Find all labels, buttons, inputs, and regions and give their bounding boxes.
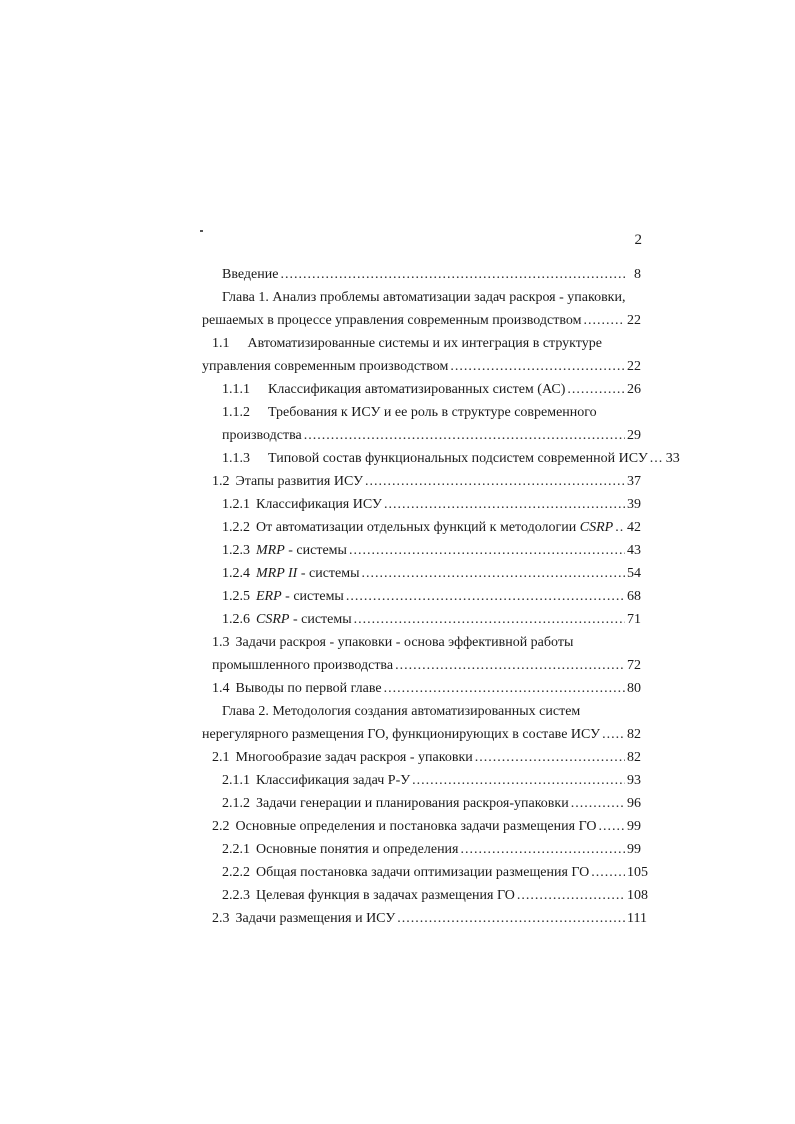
toc-row: [0, 862, 795, 884]
toc-row: [0, 747, 795, 769]
toc-number: 1.4: [212, 681, 230, 696]
toc-leader: [346, 586, 625, 608]
toc-label: Классификация задач Р-У: [256, 773, 411, 788]
toc-page: 71: [627, 612, 641, 627]
page-number: 2: [634, 232, 642, 248]
toc-leader: [591, 862, 625, 884]
toc-row: [0, 356, 795, 378]
toc-label: - системы: [285, 589, 344, 604]
toc-page: 43: [627, 543, 641, 558]
toc-label: промышленного производства: [212, 658, 394, 673]
toc-page: 108: [627, 888, 648, 903]
toc-leader: [567, 379, 625, 401]
toc-label: Типовой состав функциональных подсистем современной ИСУ: [268, 451, 648, 466]
toc-leader: [365, 471, 625, 493]
toc-page: 111: [627, 911, 647, 926]
toc-label: Основные понятия и определения: [256, 842, 459, 857]
toc-page: 96: [627, 796, 641, 811]
toc-page: 42: [627, 520, 641, 535]
toc-row: [0, 264, 795, 286]
toc-label-em: CSRP: [256, 612, 290, 627]
toc-row: [0, 678, 795, 700]
toc-row: [0, 517, 795, 539]
toc-label: - системы: [292, 612, 352, 627]
toc-label: Требования к ИСУ и ее роль в структуре современного: [268, 405, 597, 420]
toc-leader: [280, 264, 625, 286]
toc-number: 1.2.5: [222, 589, 250, 604]
toc-leader: [384, 678, 625, 700]
toc-label: Многообразие задач раскроя - упаковки: [235, 750, 473, 765]
toc-page: 37: [627, 474, 641, 489]
toc-page: 29: [627, 428, 641, 443]
toc-label: Глава 2. Методология создания автоматизированных систем: [222, 704, 581, 719]
toc-page: 99: [627, 819, 641, 834]
toc-number: 2.2.2: [222, 865, 250, 880]
toc-row: [0, 793, 795, 815]
toc-label-em: ERP: [256, 589, 282, 604]
toc-leader: [384, 494, 625, 516]
toc-leader: [650, 448, 664, 470]
toc-page: 8: [634, 267, 641, 282]
scan-speck: [200, 230, 203, 232]
toc-row: [0, 448, 795, 470]
toc-label: Введение: [222, 267, 279, 282]
toc-page: 33: [665, 451, 680, 466]
toc-number: 2.2.3: [222, 888, 250, 903]
toc-leader: [362, 563, 625, 585]
toc-leader: [397, 908, 625, 930]
toc-label-em: CSRP: [579, 520, 614, 535]
toc-label: От автоматизации отдельных функций к методологии: [256, 520, 577, 535]
toc-page: 39: [627, 497, 641, 512]
toc-row: [0, 563, 795, 585]
toc-label: Задачи раскроя - упаковки - основа эффективной работы: [235, 635, 574, 650]
toc-row: [0, 402, 795, 424]
toc-page: 72: [627, 658, 641, 673]
toc-page: 80: [627, 681, 641, 696]
toc-label: - системы: [300, 566, 360, 581]
toc-page: 54: [627, 566, 641, 581]
toc-row: [0, 425, 795, 447]
toc-label: Классификация автоматизированных систем (АС): [268, 382, 566, 397]
toc-label: Автоматизированные системы и их интеграция в структуре: [247, 336, 602, 351]
toc-row: [0, 586, 795, 608]
toc-row: [0, 379, 795, 401]
toc-label: решаемых в процессе управления современным производством: [202, 313, 582, 328]
toc-page: 105: [627, 865, 648, 880]
toc-row: [0, 724, 795, 746]
toc-leader: [571, 793, 625, 815]
toc-label: Целевая функция в задачах размещения ГО: [256, 888, 515, 903]
toc-row: [0, 908, 795, 930]
toc-label: Выводы по первой главе: [235, 681, 382, 696]
toc-number: 1.1.2: [222, 405, 250, 420]
toc-label: Задачи генерации и планирования раскроя-упаковки: [256, 796, 569, 811]
toc-leader: [395, 655, 625, 677]
toc-row: [0, 540, 795, 562]
toc-label: - системы: [288, 543, 347, 558]
toc-page: 82: [627, 727, 641, 742]
toc-page: 68: [627, 589, 641, 604]
toc-number: 2.1: [212, 750, 230, 765]
toc-leader: [475, 747, 625, 769]
toc-leader: [615, 517, 625, 539]
toc-row: [0, 885, 795, 907]
toc-row: [0, 310, 795, 332]
toc-label: Основные определения и постановка задачи размещения ГО: [235, 819, 597, 834]
toc-leader: [349, 540, 625, 562]
toc-label: нерегулярного размещения ГО, функционирующих в составе ИСУ: [202, 727, 601, 742]
toc-label-em: MRP: [256, 543, 285, 558]
toc-number: 2.1.2: [222, 796, 250, 811]
toc-row: [0, 839, 795, 861]
toc-page: 93: [627, 773, 641, 788]
toc-leader: [583, 310, 625, 332]
toc-label: производства: [222, 428, 302, 443]
toc-label: управления современным производством: [202, 359, 449, 374]
toc-page: 22: [627, 359, 641, 374]
toc-label: Классификация ИСУ: [256, 497, 382, 512]
toc-row: [0, 494, 795, 516]
toc-number: 1.2.6: [222, 612, 250, 627]
toc-number: 2.3: [212, 911, 230, 926]
toc-page: 99: [627, 842, 641, 857]
toc-number: 1.2: [212, 474, 230, 489]
toc-number: 1.2.1: [222, 497, 250, 512]
toc-row: [0, 701, 795, 723]
toc-number: 2.2: [212, 819, 230, 834]
toc-row: [0, 471, 795, 493]
toc-leader: [517, 885, 625, 907]
toc-leader: [461, 839, 626, 861]
toc-label: Глава 1. Анализ проблемы автоматизации задач раскроя - упаковки,: [222, 290, 626, 305]
toc-label: Общая постановка задачи оптимизации размещения ГО: [256, 865, 590, 880]
toc-page: 22: [627, 313, 641, 328]
toc-row: [0, 632, 795, 654]
toc-leader: [354, 609, 625, 631]
toc-number: 1.2.4: [222, 566, 250, 581]
toc-number: 1.1.1: [222, 382, 250, 397]
toc-number: 1.3: [212, 635, 230, 650]
toc-number: 1.2.3: [222, 543, 250, 558]
toc-row: [0, 333, 795, 355]
toc-number: 1.2.2: [222, 520, 250, 535]
toc-row: [0, 287, 795, 309]
toc-row: [0, 770, 795, 792]
toc-label: Этапы развития ИСУ: [235, 474, 364, 489]
toc-label: Задачи размещения и ИСУ: [235, 911, 396, 926]
toc-number: 1.1: [212, 336, 230, 351]
toc-page: 82: [627, 750, 641, 765]
toc-leader: [412, 770, 625, 792]
toc-row: [0, 609, 795, 631]
toc-leader: [602, 724, 625, 746]
toc-leader: [598, 816, 625, 838]
toc-page: 26: [627, 382, 641, 397]
toc-number: 2.2.1: [222, 842, 250, 857]
toc-row: [0, 655, 795, 677]
toc-label-em: MRP II: [256, 566, 298, 581]
toc-number: 1.1.3: [222, 451, 250, 466]
toc-number: 2.1.1: [222, 773, 250, 788]
toc-leader: [450, 356, 625, 378]
toc-row: [0, 816, 795, 838]
toc-leader: [304, 425, 625, 447]
